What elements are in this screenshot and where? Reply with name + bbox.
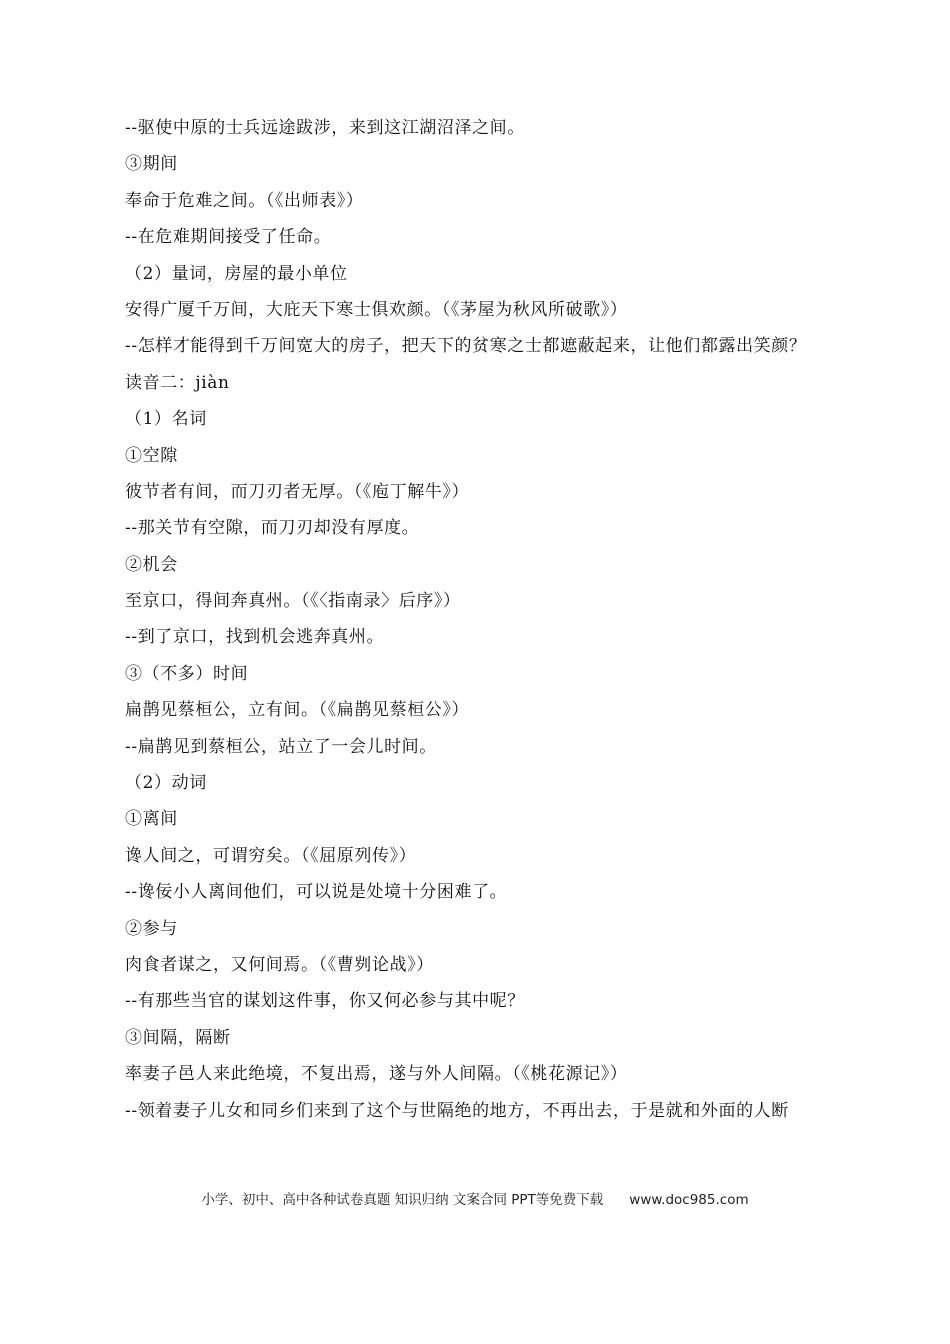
footer-text: 小学、初中、高中各种试卷真题 知识归纳 文案合同 PPT等免费下载: [201, 1192, 604, 1208]
text-line: --怎样才能得到千万间宽大的房子，把天下的贫寒之士都遮蔽起来，让他们都露出笑颜？: [125, 336, 807, 357]
text-line: 谗人间之，可谓穷矣。（《屈原列传》）: [125, 845, 417, 866]
footer-url[interactable]: www.doc985.com: [629, 1192, 749, 1208]
text-line: 肉食者谋之，又何间焉。（《曹刿论战》）: [125, 955, 434, 975]
text-line: ①空隙: [125, 445, 178, 466]
text-line: ③（不多）时间: [125, 663, 249, 684]
text-line: ①离间: [125, 809, 178, 830]
text-line: ③期间: [125, 154, 178, 175]
text-line: --那关节有空隙，而刀刃却没有厚度。: [125, 518, 420, 539]
text-line: ②机会: [125, 554, 178, 575]
text-line: ③间隔，隔断: [125, 1027, 231, 1048]
text-line: --到了京口，找到机会逃奔真州。: [125, 627, 385, 648]
text-line: 安得广厦千万间，大庇天下寒士俱欢颜。（《茅屋为秋风所破歌》）: [125, 299, 628, 320]
text-line: 率妻子邑人来此绝境，不复出焉，遂与外人间隔。（《桃花源记》）: [125, 1064, 628, 1085]
text-line: 读音二：jiàn: [125, 372, 230, 393]
page-footer: [0, 1190, 950, 1210]
text-line: --领着妻子儿女和同乡们来到了这个与世隔绝的地方，不再出去，于是就和外面的人断: [125, 1100, 789, 1121]
text-line: 扁鹊见蔡桓公，立有间。（《扁鹊见蔡桓公》）: [125, 700, 470, 721]
text-line: ②参与: [125, 918, 178, 939]
text-line: （2）量词，房屋的最小单位: [125, 263, 348, 284]
text-line: 彼节者有间，而刀刃者无厚。（《庖丁解牛》）: [125, 481, 470, 502]
text-line: （1）名词: [125, 409, 207, 430]
text-line: --在危难期间接受了任命。: [125, 227, 332, 248]
text-line: --驱使中原的士兵远途跋涉，来到这江湖沼泽之间。: [125, 118, 525, 138]
text-line: --谗佞小人离间他们，可以说是处境十分困难了。: [125, 882, 508, 903]
text-line: 至京口，得间奔真州。（《〈指南录〉后序》）: [125, 591, 461, 612]
text-line: --扁鹊见到蔡桓公，站立了一会儿时间。: [125, 736, 437, 757]
text-line: --有那些当官的谋划这件事，你又何必参与其中呢？: [125, 991, 525, 1012]
text-line: 奉命于危难之间。（《出师表》）: [125, 190, 364, 211]
document-body: [87, 110, 867, 1129]
text-line: （2）动词: [125, 773, 207, 794]
